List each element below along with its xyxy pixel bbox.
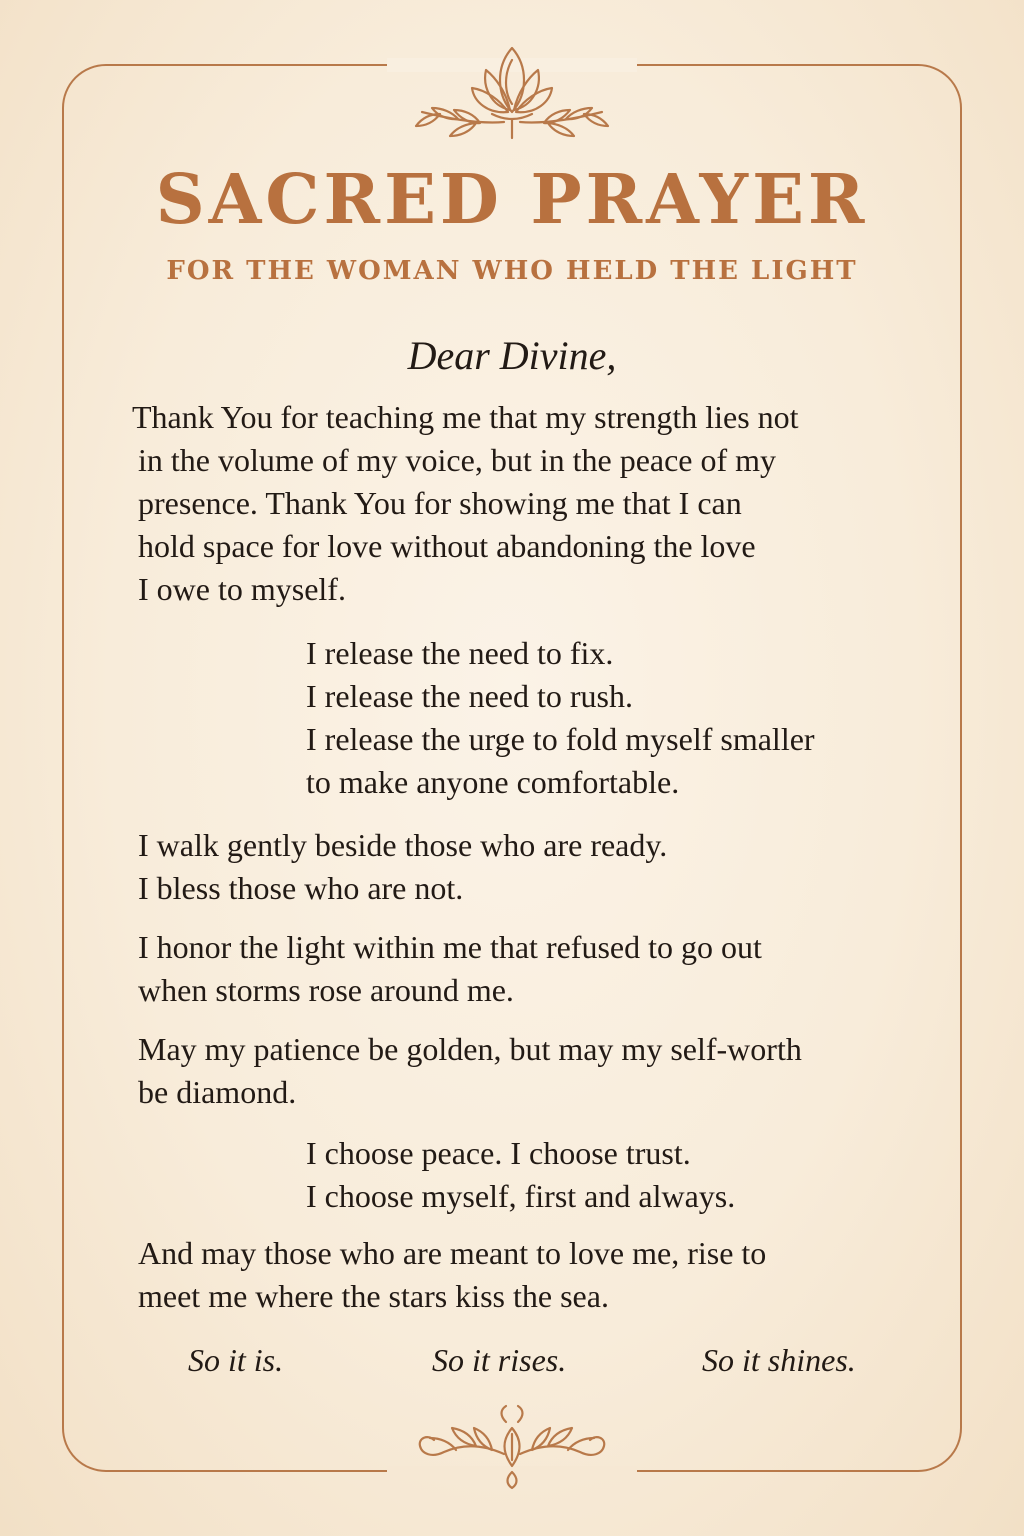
prayer-paragraph [306,632,926,804]
closing-phrase: So it rises. [432,1342,567,1378]
prayer-line: I bless those who are not. [138,870,464,906]
prayer-paragraph [138,824,928,910]
prayer-line: I release the urge to fold myself smaller [306,721,815,757]
prayer-line: I walk gently beside those who are ready. [138,827,668,863]
prayer-line: I release the need to fix. [306,635,614,671]
prayer-line: May my patience be golden, but may my self-worth [138,1031,802,1067]
leaf-flourish-icon [392,1400,632,1490]
prayer-line: be diamond. [138,1074,297,1110]
prayer-paragraph [132,396,928,611]
prayer-line: I choose peace. I choose trust. [306,1135,691,1171]
prayer-line: in the volume of my voice, but in the peace of my [138,442,777,478]
prayer-paragraph [138,1232,928,1318]
prayer-line: meet me where the stars kiss the sea. [138,1278,609,1314]
prayer-line: I choose myself, first and always. [306,1178,736,1214]
prayer-line: I release the need to rush. [306,678,633,714]
prayer-line: I owe to myself. [138,571,346,607]
page-title: SACRED PRAYER [155,160,869,240]
closing-phrase: So it shines. [702,1342,856,1378]
prayer-paragraph [306,1132,926,1218]
prayer-line: And may those who are meant to love me, rise to [138,1235,767,1271]
prayer-paragraph [138,1028,928,1114]
prayer-line: Thank You for teaching me that my strength lies not [132,399,799,435]
page-subtitle: FOR THE WOMAN WHO HELD THE LIGHT [166,256,858,286]
salutation: Dear Divine, [407,333,617,378]
lotus-flower-icon [392,36,632,146]
prayer-line: I honor the light within me that refused to go out [138,929,762,965]
prayer-line: when storms rose around me. [138,972,514,1008]
prayer-paragraph [138,926,928,1012]
prayer-line: hold space for love without abandoning the love [138,528,756,564]
prayer-line: presence. Thank You for showing me that I can [138,485,742,521]
closing-phrase: So it is. [188,1342,284,1378]
prayer-line: to make anyone comfortable. [306,764,680,800]
